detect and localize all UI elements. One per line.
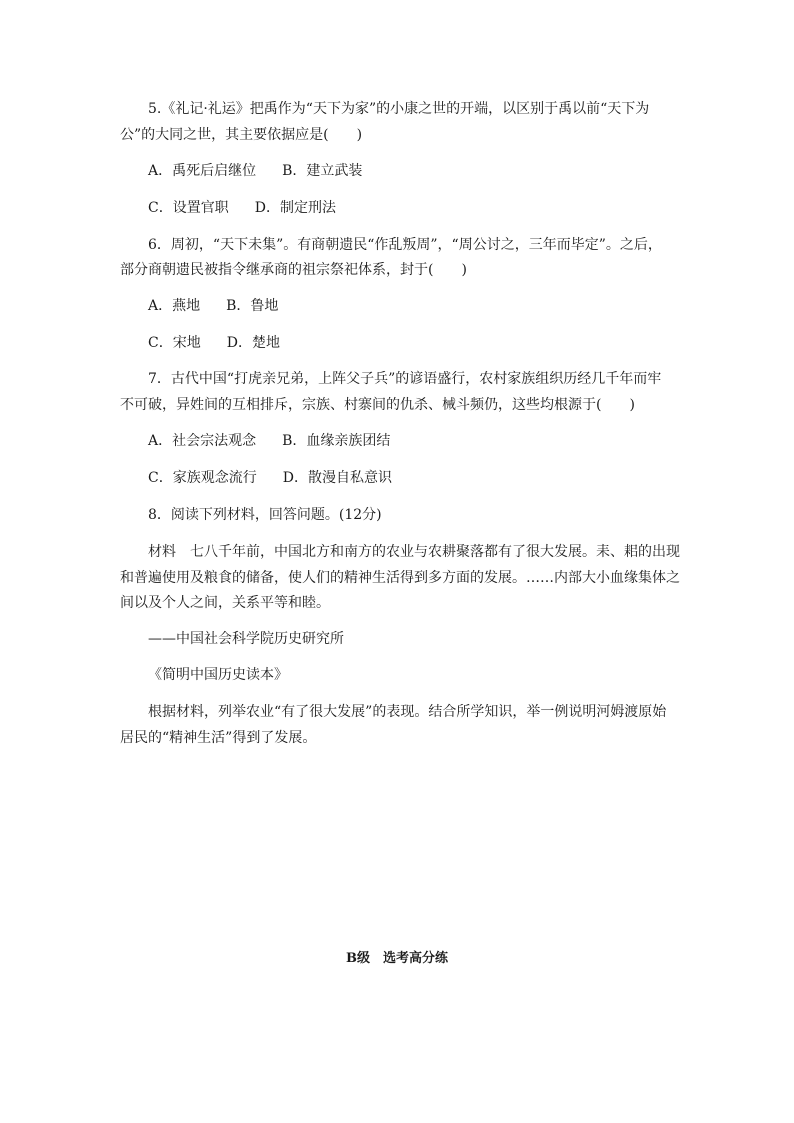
q8-material-line1: 材料 七八千年前，中国北方和南方的农业与农耕聚落都有了很大发展。耒、耜的出现 bbox=[148, 544, 680, 560]
q5-options-ab bbox=[148, 162, 362, 180]
q8-task-line2: 居民的“精神生活”得到了发展。 bbox=[120, 730, 317, 746]
q8-source-line1: ——中国社会科学院历史研究所 bbox=[148, 631, 344, 647]
q7-stem-line2: 不可破，异姓间的互相排斥，宗族、村寨间的仇杀、械斗频仍，这些均根源于( ) bbox=[120, 397, 635, 413]
q8-task-line1: 根据材料，列举农业“有了很大发展”的表现。结合所学知识，举一例说明河姆渡原始 bbox=[148, 704, 667, 720]
q6-options-ab bbox=[148, 297, 278, 315]
q6-stem-line1: 6．周初，“天下未集”。有商朝遗民“作乱叛周”，“周公讨之，三年而毕定”。之后， bbox=[148, 237, 662, 253]
q7-options-cd bbox=[148, 469, 392, 487]
section-b-heading: B级 选考高分练 bbox=[346, 951, 448, 966]
q7-option-b: B．血缘亲族团结 bbox=[282, 433, 391, 449]
q5-stem-line2: 公”的大同之世，其主要依据应是( ) bbox=[120, 127, 363, 143]
q5-options-cd bbox=[148, 199, 336, 217]
q8-material-line3: 间以及个人之间，关系平等和睦。 bbox=[120, 595, 330, 611]
q7-stem-line1: 7．古代中国“打虎亲兄弟，上阵父子兵”的谚语盛行，农村家族组织历经几千年而牢 bbox=[148, 371, 662, 387]
q5-stem-line1: 5.《礼记·礼运》把禹作为“天下为家”的小康之世的开端，以区别于禹以前“天下为 bbox=[148, 101, 650, 117]
q5-option-c: C．设置官职 bbox=[148, 200, 229, 216]
q7-option-d: D．散漫自私意识 bbox=[282, 470, 392, 486]
q6-option-c: C．宋地 bbox=[148, 335, 201, 351]
q6-option-b: B．鲁地 bbox=[226, 298, 279, 314]
q5-option-a: A．禹死后启继位 bbox=[148, 163, 257, 179]
q6-option-a: A．燕地 bbox=[148, 298, 201, 314]
q7-options-ab bbox=[148, 432, 390, 450]
q7-option-a: A．社会宗法观念 bbox=[148, 433, 257, 449]
q8-material-line2: 和普遍使用及粮食的储备，使人们的精神生活得到多方面的发展。……内部大小血缘集体之 bbox=[120, 570, 680, 586]
q5-option-b: B．建立武装 bbox=[282, 163, 363, 179]
q6-stem-line2: 部分商朝遗民被指令继承商的祖宗祭祀体系，封于( ) bbox=[120, 262, 467, 278]
q6-options-cd bbox=[148, 334, 280, 352]
q6-option-d: D．楚地 bbox=[226, 335, 280, 351]
q8-intro: 8．阅读下列材料，回答问题。(12分) bbox=[148, 507, 382, 523]
q8-source-line2: 《简明中国历史读本》 bbox=[148, 667, 288, 683]
q5-option-d: D．制定刑法 bbox=[254, 200, 336, 216]
q7-option-c: C．家族观念流行 bbox=[148, 470, 257, 486]
